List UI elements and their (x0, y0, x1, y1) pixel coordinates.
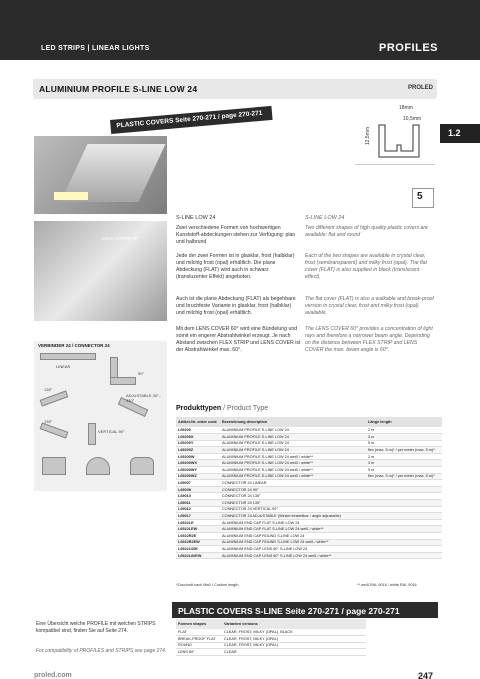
dim-height: 12,5mm (365, 126, 372, 146)
section-label: LED STRIPS | LINEAR LIGHTS (41, 45, 150, 52)
connector-135-shape (40, 390, 69, 406)
col-en-heading: S-LINE LOW 24 (305, 215, 345, 221)
order-code-cell: L6922L60E (176, 546, 220, 553)
length-cell (366, 533, 442, 540)
length-cell (366, 480, 442, 487)
description-cell: CONNECTOR 24 135° (220, 493, 366, 500)
order-code-cell: L69011 (176, 500, 220, 507)
description-cell: ALUMINIUM PROFILE S-LINE LOW 24 weiß / white** (220, 453, 366, 460)
table-row (176, 506, 442, 513)
col-order-code: Artikel-Nr. order code (176, 417, 220, 427)
technical-drawing (355, 105, 435, 165)
length-cell: 5 m (366, 440, 442, 447)
order-code-cell: L69200Z (176, 447, 220, 454)
description-cell: ALUMINIUM END CAP FLAT S-LINE LOW 24 weiß / white** (220, 526, 366, 533)
table-row (176, 453, 442, 460)
dim-width-inner: 10,5mm (403, 116, 422, 122)
length-cell (366, 486, 442, 493)
product-title: ALUMINIUM PROFILE S-LINE LOW 24 (39, 84, 198, 94)
description-cell: ALUMINIUM END CAP LENS 60° S-LINE LOW 24 weiß / white** (220, 552, 366, 559)
plastic-covers-bar (172, 602, 438, 618)
description-cell: ALUMINIUM END CAP ROUND S-LINE LOW 24 weiß / white** (220, 539, 366, 546)
description-cell: ALUMINIUM PROFILE S-LINE LOW 24 (220, 434, 366, 441)
shape-cell: FLAT (176, 629, 222, 636)
order-code-cell: L6922LEW (176, 526, 220, 533)
col-versions: Varianten versions (222, 619, 366, 629)
version-cell: CLEAR, FROST, MILKY (OPAL), BLACK (222, 629, 366, 636)
description-cell: ALUMINIUM END CAP ROUND S-LINE LOW 24 (220, 533, 366, 540)
table-row (176, 473, 442, 480)
description-cell: CONNECTOR 24 VERTICAL 90° (220, 506, 366, 513)
top-bar (0, 0, 480, 60)
table-row (176, 500, 442, 507)
compatibility-note-en: For compatibility of PROFILES and STRIPS see page 274. (36, 648, 167, 654)
warranty-badge (412, 188, 434, 208)
table-row (176, 447, 442, 454)
order-code-cell: L69008 (176, 486, 220, 493)
table-row (176, 480, 442, 487)
col-shapes: Formen shapes (176, 619, 222, 629)
connector-vertical-label: VERTICAL 90° (98, 429, 125, 434)
connector-illustration (34, 341, 167, 491)
length-cell (366, 539, 442, 546)
order-code-cell: L69200X (176, 434, 220, 441)
length-cell: 2 m (366, 453, 442, 460)
order-code-cell: L69200WY (176, 467, 220, 474)
connector-title: VERBINDER 24 / CONNECTOR 24 (38, 343, 110, 348)
description-cell: ALUMINIUM END CAP FLAT S-LINE LOW 24 (220, 519, 366, 526)
table-row (176, 434, 442, 441)
length-cell: 3 m (366, 460, 442, 467)
description-cell: ALUMINIUM PROFILE S-LINE LOW 24 (220, 427, 366, 434)
de-paragraph-2: Jede der zwei Formen ist in glasklar, frost (halbklar) und milchig frost (opal) erhältlich. Die plane Abdeckung (FLAT) wird auch in schwarz (transluzenter Effekt) angeboten. (176, 253, 295, 280)
table-row (176, 440, 442, 447)
plastic-covers-table (176, 619, 366, 656)
plastic-covers-title: PLASTIC COVERS S-LINE Seite 270-271 / page 270-271 (178, 606, 400, 616)
order-code-cell: L69010 (176, 493, 220, 500)
length-cell (366, 552, 442, 559)
en-paragraph-3: The flat cover (FLAT) is also a walkable and break-proof version in crystal clear, frost and milky frost (opal) available. (305, 296, 434, 316)
de-paragraph-4: Mit dem LENS COVER 60° wird eine Bündelung und somit ein engerer Abstrahlwinkel erzeugt. Je nach Abstand zwischen FLEX STRIP und LENS COVER ist der Abstrahlwinkel max. 60°. (176, 326, 301, 353)
compatibility-note-de: Eine Übersicht welche PROFILE mit welchen STRIPS kompatibel sind, finden Sie auf Seite 274. (36, 621, 156, 634)
covers-tag (110, 106, 273, 134)
lens-cover-photo (34, 221, 167, 321)
order-code-cell: L69012 (176, 506, 220, 513)
lens-cover-label: LENS COVER 60° (102, 236, 140, 241)
order-code-cell: L69007 (176, 480, 220, 487)
description-cell: ALUMINIUM PROFILE S-LINE LOW 24 (220, 440, 366, 447)
version-cell: CLEAR, FROST, MILKY (OPAL) (222, 642, 366, 649)
description-cell: CONNECTOR 24 ADJUSTABLE (Winkel einstellbar / angle adjustable) (220, 513, 366, 520)
white-ral-note: ** weiß RAL 9016 / white RAL 9016 (357, 583, 417, 587)
table-row (176, 533, 442, 540)
end-cap-flat-shape (42, 457, 66, 475)
led-strip-shape (54, 192, 88, 200)
table-row (176, 636, 366, 643)
connector-linear-label: LINEAR (56, 364, 71, 369)
shape-cell: BREAK-PROOF FLAT (176, 636, 222, 643)
chapter-badge (440, 124, 480, 143)
product-title-bar (33, 79, 437, 99)
order-code-cell: L6922R2EW (176, 539, 220, 546)
chapter-number: 1.2 (448, 128, 461, 138)
length-cell (366, 519, 442, 526)
section-title: PROFILES (378, 42, 438, 54)
order-code-cell: L69200WZ (176, 473, 220, 480)
length-cell (366, 493, 442, 500)
col-description: Bezeichnung description (220, 417, 366, 427)
order-code-cell: L6922LE (176, 519, 220, 526)
table-row (176, 552, 442, 559)
table-row (176, 467, 442, 474)
length-cell: 5 m (366, 467, 442, 474)
footer-url[interactable]: proled.com (34, 672, 72, 679)
description-cell: ALUMINIUM PROFILE S-LINE LOW 24 weiß / white** (220, 473, 366, 480)
table-row (176, 629, 366, 636)
description-cell: CONNECTOR 24 LINEAR (220, 480, 366, 487)
table-row (176, 642, 366, 649)
en-paragraph-1: Two different shapes of high quality plastic covers are available: flat and round (305, 225, 429, 238)
shape-cell: ROUND (176, 642, 222, 649)
connector-135b-shape (40, 422, 69, 438)
order-code-cell: L6922L60EW (176, 552, 220, 559)
table-row (176, 519, 442, 526)
description-cell: ALUMINIUM END CAP LENS 60° S-LINE LOW 24 (220, 546, 366, 553)
description-cell: CONNECTOR 24 135° (220, 500, 366, 507)
col-length: Länge length (366, 417, 442, 427)
order-code-cell: L69200Y (176, 440, 220, 447)
length-cell (366, 506, 442, 513)
connector-90-label: 90° (138, 371, 145, 376)
length-cell: 2 m (366, 427, 442, 434)
table-row (176, 649, 366, 656)
order-code-cell: L69017 (176, 513, 220, 520)
product-types-de: Produkttypen (176, 405, 222, 412)
description-cell: ALUMINIUM PROFILE S-LINE LOW 24 weiß / white** (220, 467, 366, 474)
col-de-heading: S-LINE LOW 24 (176, 215, 216, 221)
connector-vertical-shape (88, 423, 96, 445)
custom-length-note: *Zuschnitt nach Maß / Custom length (176, 583, 239, 587)
table-row (176, 460, 442, 467)
description-cell: ALUMINIUM PROFILE S-LINE LOW 24 (220, 447, 366, 454)
de-paragraph-3: Auch ist die plane Abdeckung (FLAT) als begehbare und bruchfeste Variante in glasklar, frost (halbklar) und milchig frost (opal) erhältlich. (176, 296, 296, 316)
warranty-years: 5 (417, 191, 423, 202)
table-row (176, 513, 442, 520)
length-cell: flex (max. 5 m)* / per meter (max. 5 m)* (366, 447, 442, 454)
table-row (176, 486, 442, 493)
length-cell: flex (max. 5 m)* / per meter (max. 5 m)* (366, 473, 442, 480)
length-cell: 3 m (366, 434, 442, 441)
order-code-cell: L69200 (176, 427, 220, 434)
description-cell: CONNECTOR 24 90° (220, 486, 366, 493)
version-cell: CLEAR (222, 649, 366, 656)
profile-photo (34, 136, 167, 214)
length-cell (366, 546, 442, 553)
en-paragraph-4: The LENS COVER 60° provides a concentration of light rays and therefore a narrower beam angle. Depending on the distance between FLEX STRIP and LENS COVER the max. beam angle is 60°. (305, 326, 433, 353)
order-code-cell: L69200W (176, 453, 220, 460)
dim-width-outer: 18mm (399, 105, 413, 111)
brand-logo: PROLED (407, 85, 433, 91)
product-types-en: Product Type (226, 405, 269, 412)
product-table (176, 417, 442, 559)
de-paragraph-1: Zwei verschiedene Formen von hochwertigen Kunststoff-abdeckungen stehen zur Verfügung: plan und halbrund (176, 225, 296, 245)
connector-90-arm (110, 377, 136, 385)
connector-135b-label: 135° (44, 419, 53, 424)
version-cell: CLEAR, FROST, MILKY (OPAL) (222, 636, 366, 643)
connector-linear-shape (40, 353, 96, 360)
shape-cell: LENS 60° (176, 649, 222, 656)
table-row (176, 493, 442, 500)
table-row (176, 546, 442, 553)
length-cell (366, 500, 442, 507)
end-cap-round-shape (86, 457, 110, 475)
order-code-cell: L69200WX (176, 460, 220, 467)
connector-adjustable-label: ADJUSTABLE 30°–330° (126, 393, 161, 403)
description-cell: ALUMINIUM PROFILE S-LINE LOW 24 weiß / white** (220, 460, 366, 467)
order-code-cell: L6922R2E (176, 533, 220, 540)
covers-tag-text: PLASTIC COVERS Seite 270-271 / page 270-271 (116, 109, 263, 130)
product-types-heading: Produkttypen / Product Type (176, 405, 269, 412)
page-number: 247 (418, 671, 434, 679)
en-paragraph-2: Each of the two shapes are available in crystal clear, frost (semitransparent) and milky frost (opal). The flat cover (FLAT) is also supplied in black (translucent effect). (305, 253, 427, 280)
profile-section-svg (355, 105, 435, 165)
table-row (176, 539, 442, 546)
connector-135-label: 135° (44, 387, 53, 392)
table-row (176, 526, 442, 533)
length-cell (366, 526, 442, 533)
end-cap-lens-shape (130, 457, 154, 475)
table-row (176, 427, 442, 434)
length-cell (366, 513, 442, 520)
